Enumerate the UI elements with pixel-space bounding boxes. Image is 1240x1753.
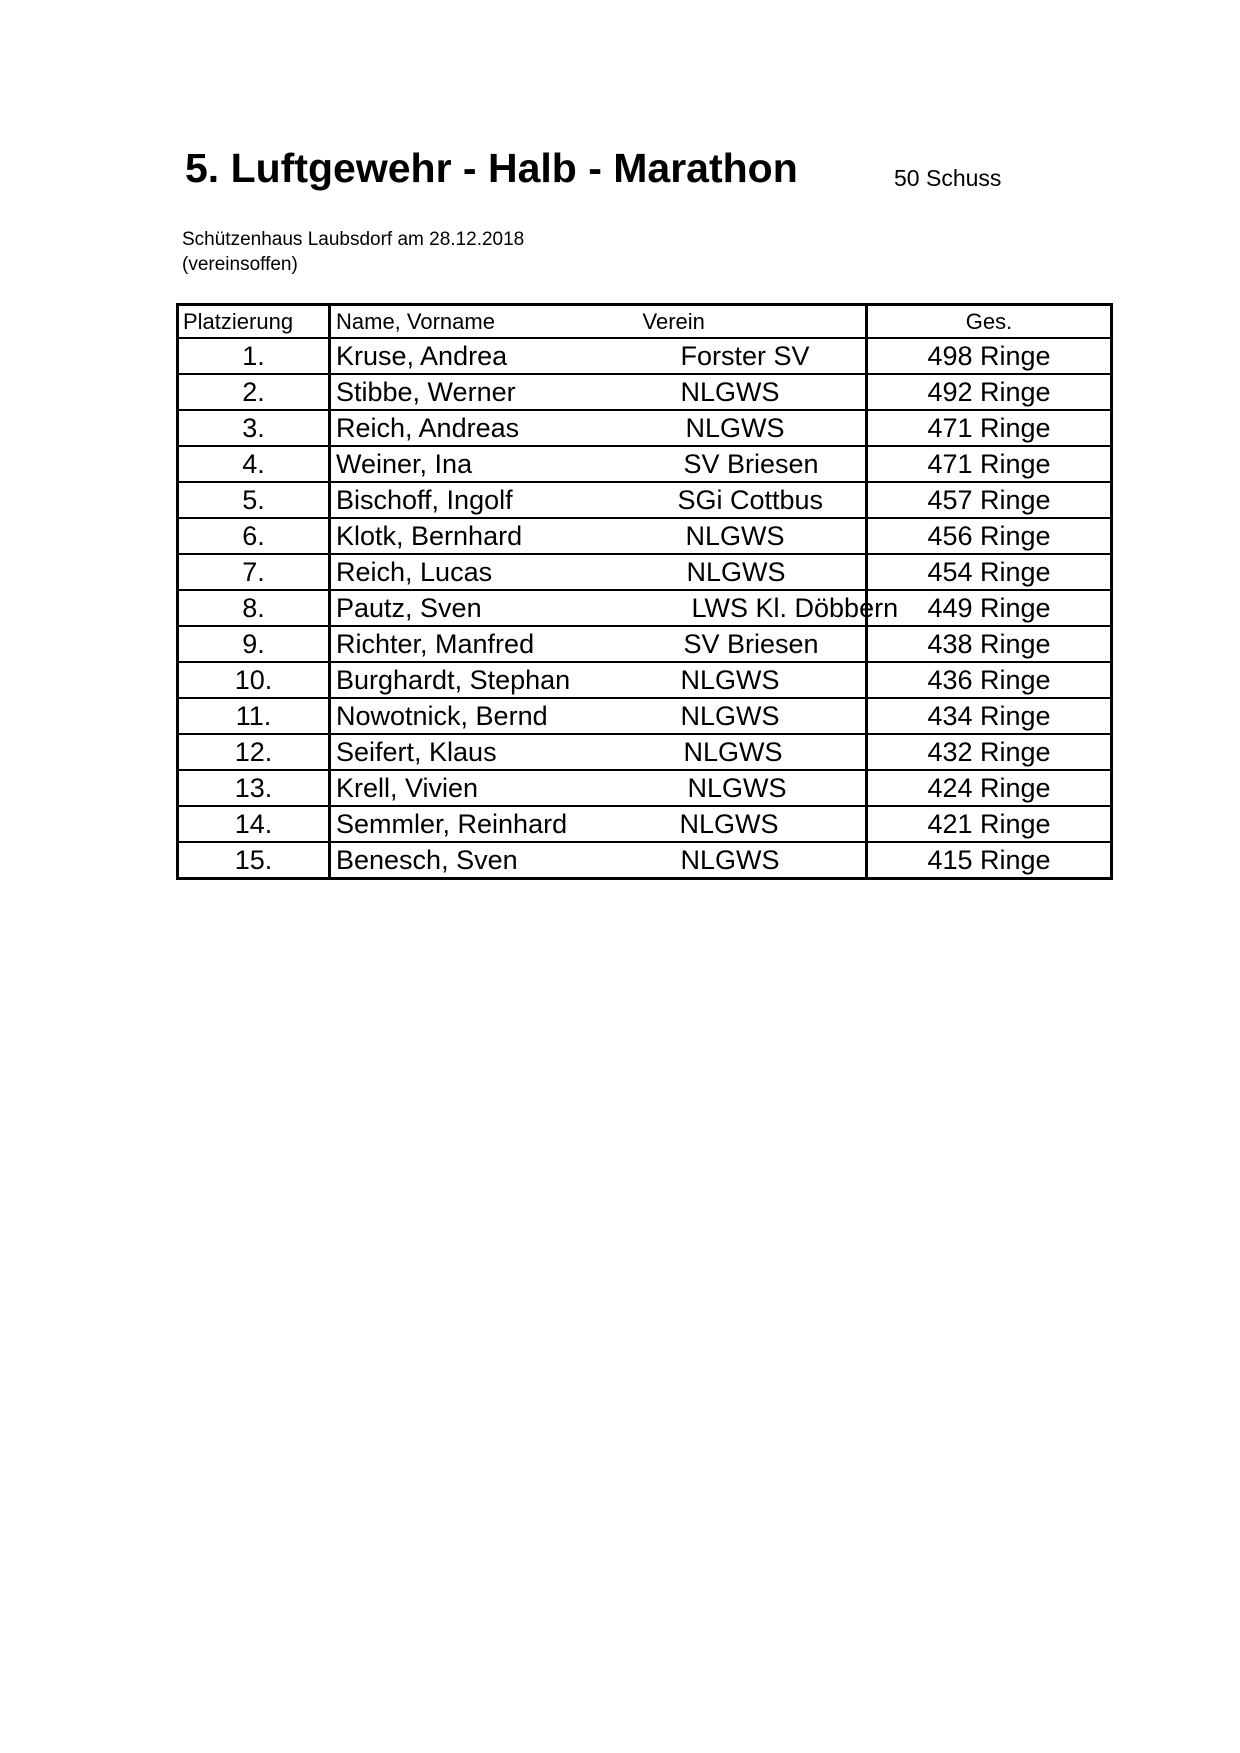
column-header-rank: Platzierung xyxy=(178,305,330,339)
rank-cell: 3. xyxy=(178,410,330,446)
club-cell: SGi Cottbus xyxy=(643,482,867,518)
name-cell: Reich, Lucas xyxy=(330,554,643,590)
club-cell: NLGWS xyxy=(643,806,867,842)
rank-cell: 13. xyxy=(178,770,330,806)
table-row xyxy=(178,626,1112,662)
club-cell: NLGWS xyxy=(643,554,867,590)
table-header-row xyxy=(178,305,1112,339)
total-cell: 471 Ringe xyxy=(867,446,1112,482)
name-cell: Semmler, Reinhard xyxy=(330,806,643,842)
results-body xyxy=(178,338,1112,879)
total-cell: 456 Ringe xyxy=(867,518,1112,554)
rank-cell: 15. xyxy=(178,842,330,879)
total-cell: 454 Ringe xyxy=(867,554,1112,590)
name-cell: Reich, Andreas xyxy=(330,410,643,446)
club-cell: NLGWS xyxy=(643,842,867,879)
page-title: 5. Luftgewehr - Halb - Marathon xyxy=(185,145,798,191)
name-cell: Richter, Manfred xyxy=(330,626,643,662)
club-cell: NLGWS xyxy=(643,770,867,806)
total-cell: 498 Ringe xyxy=(867,338,1112,374)
rank-cell: 11. xyxy=(178,698,330,734)
rank-cell: 1. xyxy=(178,338,330,374)
table-row xyxy=(178,734,1112,770)
table-row xyxy=(178,410,1112,446)
rank-cell: 9. xyxy=(178,626,330,662)
table-row xyxy=(178,698,1112,734)
name-cell: Weiner, Ina xyxy=(330,446,643,482)
total-cell: 438 Ringe xyxy=(867,626,1112,662)
club-cell: NLGWS xyxy=(643,698,867,734)
rank-cell: 2. xyxy=(178,374,330,410)
rank-cell: 4. xyxy=(178,446,330,482)
table-row xyxy=(178,446,1112,482)
name-cell: Krell, Vivien xyxy=(330,770,643,806)
name-cell: Kruse, Andrea xyxy=(330,338,643,374)
table-row xyxy=(178,662,1112,698)
rank-cell: 5. xyxy=(178,482,330,518)
name-cell: Burghardt, Stephan xyxy=(330,662,643,698)
table-row xyxy=(178,338,1112,374)
total-cell: 449 Ringe xyxy=(867,590,1112,626)
name-cell: Benesch, Sven xyxy=(330,842,643,879)
total-cell: 432 Ringe xyxy=(867,734,1112,770)
club-cell: NLGWS xyxy=(643,374,867,410)
club-cell: LWS Kl. Döbbern xyxy=(643,590,867,626)
club-cell: SV Briesen xyxy=(643,626,867,662)
table-row xyxy=(178,590,1112,626)
club-cell: SV Briesen xyxy=(643,446,867,482)
rank-cell: 7. xyxy=(178,554,330,590)
total-cell: 434 Ringe xyxy=(867,698,1112,734)
name-cell: Seifert, Klaus xyxy=(330,734,643,770)
rank-cell: 8. xyxy=(178,590,330,626)
total-cell: 415 Ringe xyxy=(867,842,1112,879)
column-header-name: Name, Vorname xyxy=(330,305,643,339)
rank-cell: 14. xyxy=(178,806,330,842)
rank-cell: 10. xyxy=(178,662,330,698)
table-row xyxy=(178,806,1112,842)
venue-date: Schützenhaus Laubsdorf am 28.12.2018 xyxy=(182,229,525,250)
table-row xyxy=(178,770,1112,806)
shot-count: 50 Schuss xyxy=(894,165,1002,191)
club-cell: NLGWS xyxy=(643,518,867,554)
table-row xyxy=(178,842,1112,879)
rank-cell: 6. xyxy=(178,518,330,554)
club-cell: NLGWS xyxy=(643,662,867,698)
table-row xyxy=(178,482,1112,518)
total-cell: 436 Ringe xyxy=(867,662,1112,698)
total-cell: 492 Ringe xyxy=(867,374,1112,410)
name-cell: Klotk, Bernhard xyxy=(330,518,643,554)
name-cell: Bischoff, Ingolf xyxy=(330,482,643,518)
name-cell: Stibbe, Werner xyxy=(330,374,643,410)
rank-cell: 12. xyxy=(178,734,330,770)
total-cell: 471 Ringe xyxy=(867,410,1112,446)
table-row xyxy=(178,518,1112,554)
total-cell: 424 Ringe xyxy=(867,770,1112,806)
name-cell: Pautz, Sven xyxy=(330,590,643,626)
club-cell: Forster SV xyxy=(643,338,867,374)
event-note: (vereinsoffen) xyxy=(182,254,298,275)
name-cell: Nowotnick, Bernd xyxy=(330,698,643,734)
club-cell: NLGWS xyxy=(643,734,867,770)
club-cell: NLGWS xyxy=(643,410,867,446)
table-row xyxy=(178,374,1112,410)
column-header-total: Ges. xyxy=(867,305,1112,339)
total-cell: 457 Ringe xyxy=(867,482,1112,518)
column-header-club: Verein xyxy=(643,305,867,339)
total-cell: 421 Ringe xyxy=(867,806,1112,842)
table-row xyxy=(178,554,1112,590)
results-table xyxy=(176,303,1113,880)
